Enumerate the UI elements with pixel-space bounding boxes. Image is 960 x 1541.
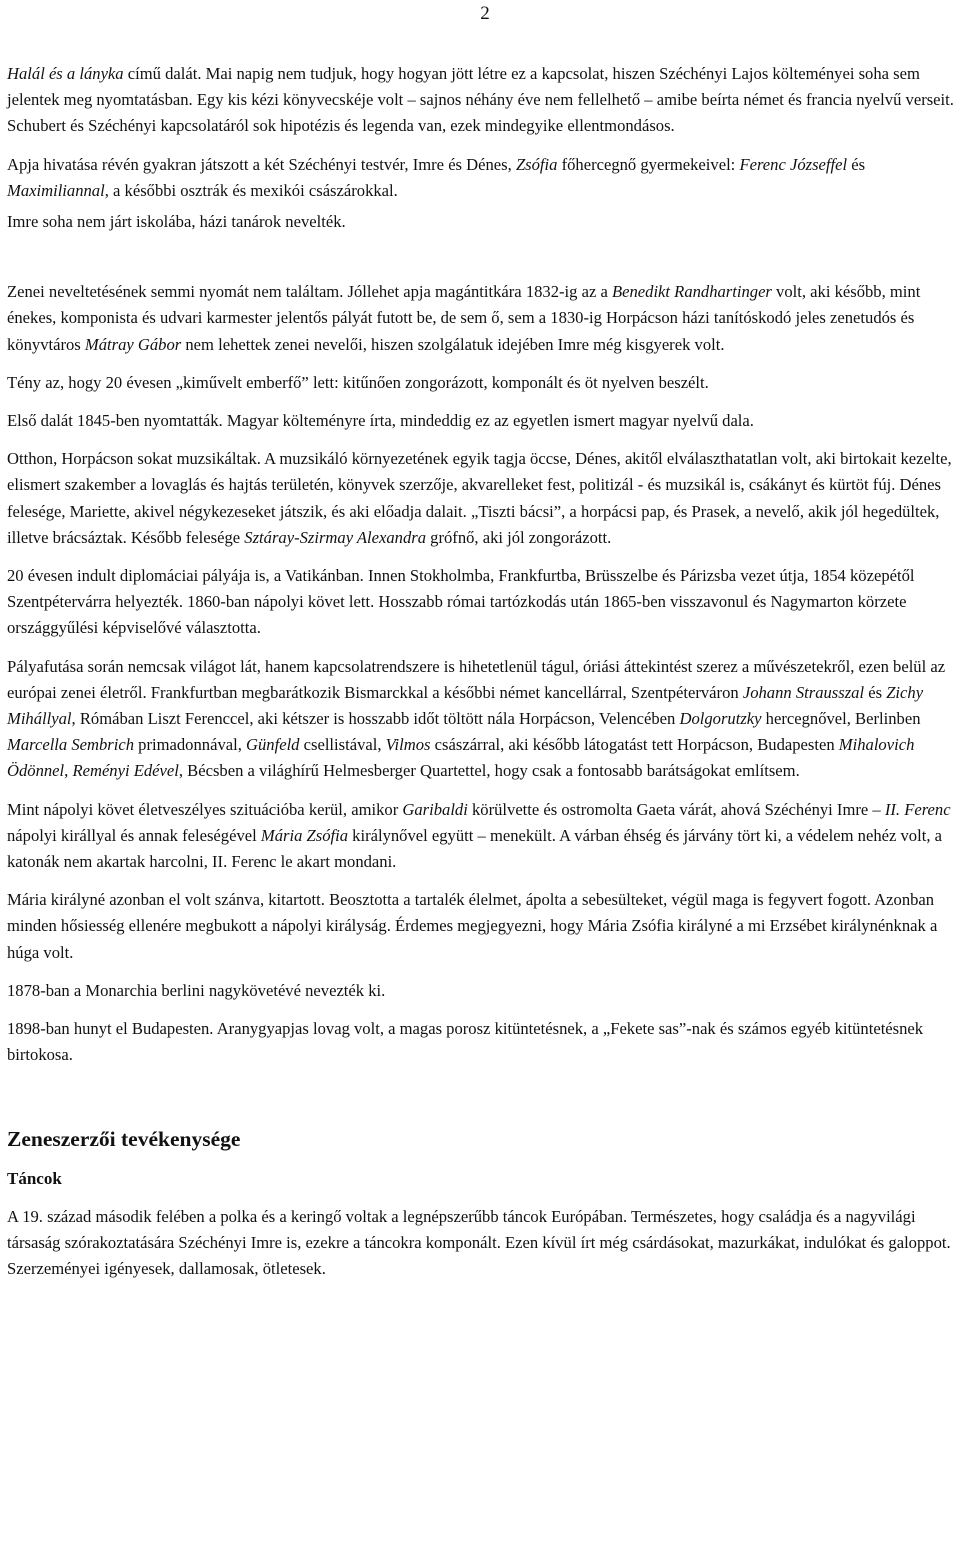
paragraph-death: 1898-ban hunyt el Budapesten. Aranygyapjas lovag volt, a magas porosz kitüntetésnek, a „Fekete sas”-nak és számos egyéb kitüntetésnek birtokosa. [7,1019,924,1065]
paragraph-berlin: 1878-ban a Monarchia berlini nagykövetévé nevezték ki. [7,980,386,1000]
paragraph-schubert: Halál és a lányka című dalát. Mai napig nem tudjuk, hogy hogyan jött létre ez a kapcsolat, hiszen Széchényi Lajos költeményei soha sem jelentek meg nyomtatásban. Egy kis kézi könyvecskéje volt – sajnos néhány éve nem fellelhető – amibe beírta német és francia nyelvű verseit. Schubert és Széchényi kapcsolatáról sok hipotézis és legenda van, ezek mindegyike ellentmondásos. [7,64,954,136]
subsection-heading: Táncok [7,1168,62,1188]
paragraph-childhood: Apja hivatása révén gyakran játszott a két Széchényi testvér, Imre és Dénes, Zsófia főhercegnő gyermekeivel: Ferenc Józseffel és Maximiliannal, a későbbi osztrák és mexikói császárokkal. [7,154,866,200]
paragraph-queen: Mária királyné azonban el volt szánva, kitartott. Beosztotta a tartalék élelmet, ápolta a sebesülteket, végül maga is fegyvert fogott. Azonban minden hősiesség ellenére megbukott a nápolyi királyság. Érdemes megjegyezni, hogy Mária Zsófia királyné a mi Erzsébet királynénknak a húga volt. [7,890,938,962]
section-heading: Zeneszerzői tevékenysége [7,1126,241,1151]
paragraph-horpacs: Otthon, Horpácson sokat muzsikáltak. A muzsikáló környezetének egyik tagja öccse, Dénes, akitől elválaszthatatlan volt, aki birtokait kezelte, elismert szakember a lovaglás és hajtás területén, könyvek szerzője, akvarelleket fest, politizál - és muzsikál is, csákányt és kürtöt fúj. Dénes felesége, Mariette, akivel négykezeseket játszik, és aki előadja dalait. „Tiszti bácsi”, a horpácsi pap, és Prasek, a nevelő, akik jól hegedültek, illetve brácsáztak. Később felesége Sztáray-Szirmay Alexandra grófnő, aki jól zongorázott. [7,449,952,547]
page-number: 2 [480,3,490,24]
paragraph-music-education: Zenei neveltetésének semmi nyomát nem találtam. Jóllehet apja magántitkára 1832-ig az a Benedikt Randhartinger volt, aki később, mint énekes, komponista és udvari karmester jelentős pályát futott be, de sem ő, sem a 1830-ig Horpácson házi tanítóskodó jeles zenetudós és könyvtáros Mátray Gábor nem lehettek zenei nevelői, hiszen szolgálatuk idejében Imre még kisgyerek volt. [7,282,921,354]
paragraph-dances: A 19. század második felében a polka és a keringő voltak a legnépszerűbb táncok Európában. Természetes, hogy családja és a nagyvilági társaság szórakoztatására Széchényi Imre is, ezekre a táncokra komponált. Ezen kívül írt még csárdásokat, mazurkákat, indulókat és galoppot. Szerzeményei igényesek, dallamosak, ötletesek. [7,1206,951,1278]
paragraph-gaeta: Mint nápolyi követ életveszélyes szituációba kerül, amikor Garibaldi körülvette és ostromolta Gaeta várát, ahová Széchényi Imre – II. Ferenc nápolyi királlyal és annak feleségével Mária Zsófia királynővel együtt – menekült. A várban éhség és járvány tört ki, a védelem nehéz volt, a katonák nem akartak harcolni, II. Ferenc le akart mondani. [7,799,951,872]
paragraph-first-song: Első dalát 1845-ben nyomtatták. Magyar költeményre írta, mindeddig ez az egyetlen ismert magyar nyelvű dala. [7,411,754,431]
paragraph-diplomacy: 20 évesen indult diplomáciai pályája is, a Vatikánban. Innen Stokholmba, Frankfurtba, Brüsszelbe és Párizsba vezet útja, 1854 közepétől Szentpétervárra helyezték. 1860-ban nápolyi követ lett. Hosszabb római tartózkodás után 1865-ben visszavonul és Nagymarton körzete országgyűlési képviselővé választotta. [7,566,915,638]
song-title: Halál és a lányka [7,64,124,83]
paragraph-connections: Pályafutása során nemcsak világot lát, hanem kapcsolatrendszere is hihetetlenül tágul, óriási áttekintést szerez a művészetekről, ezen belül az európai zenei életről. Frankfurtban megbarátkozik Bismarckkal a későbbi német kancellárral, Szentpéterváron Johann Strausszal és Zichy Mihállyal, Rómában Liszt Ferenccel, aki kétszer is hosszabb időt töltött nála Horpácson, Velencében Dolgorutzky hercegnővel, Berlinben Marcella Sembrich primadonnával, Günfeld csellistával, Vilmos császárral, aki később látogatást tett Horpácson, Budapesten Mihalovich Ödönnel, Reményi Edével, Bécsben a világhírű Helmesberger Quartettel, hogy csak a fontosabb barátságokat említsem. [7,656,946,781]
document-body [7,61,955,1282]
paragraph-schooling: Imre soha nem járt iskolába, házi tanárok nevelték. [7,212,346,232]
paragraph-skills: Tény az, hogy 20 évesen „kiművelt emberfő” lett: kitűnően zongorázott, komponált és öt nyelven beszélt. [7,372,709,392]
